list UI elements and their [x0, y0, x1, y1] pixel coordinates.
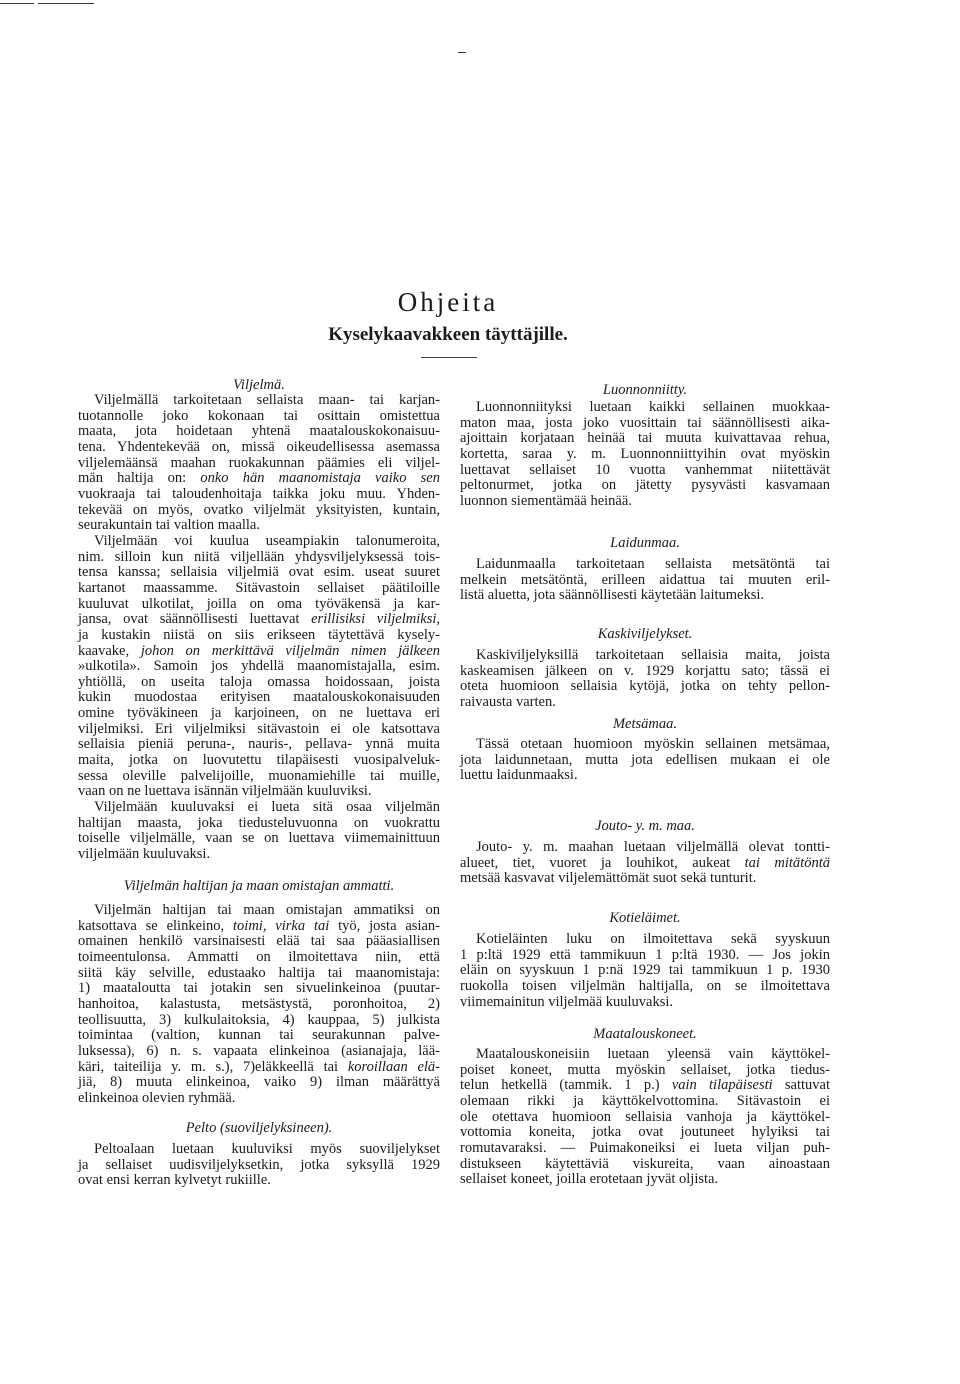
paragraph — [460, 932, 830, 1010]
paragraph — [460, 400, 830, 510]
text-line: sellaiset koneet, joilla erotetaan jyvät oljista. — [460, 1171, 719, 1188]
text-line: 1) maataloutta tai jotakin sen sivuelinkeinoa (puutar- — [78, 980, 440, 997]
page-subtitle: Kyselykaavakkeen täyttäjille. — [328, 324, 568, 345]
text-line: ja kustakin niistä on siis erikseen täytettävä kysely- — [78, 626, 440, 643]
text-line: distukseen käytettäviä viskureita, vaan ainoastaan — [460, 1155, 830, 1172]
text-line: maton maa, josta joko vuosittain tai säännöllisesti aika- — [460, 414, 830, 431]
text-line: tensa kanssa; sellaisia viljelmiä ovat esim. useat suuret — [78, 564, 440, 581]
text-line: poiset koneet, mutta myöskin sellaiset, jotka tiedus- — [460, 1061, 830, 1078]
scan-speck — [0, 3, 34, 4]
page-title: Ohjeita — [397, 287, 499, 317]
italic-text: koroillaan elä- — [347, 1058, 440, 1075]
text-line: tekevää on myös, ovatko viljelmät yksityisten, kuntain, — [78, 501, 440, 518]
text-line: haltijan maasta, joka tiedusteluvuonna on vuokrattu — [78, 814, 440, 831]
text-line: Viljelmään voi kuulua useampiakin talonumeroita, — [94, 532, 440, 549]
paragraph — [78, 1142, 440, 1189]
text-line: ruokolla toisen viljelmän haltijalla, on se ilmoitettava — [460, 977, 830, 994]
paragraph — [460, 737, 830, 784]
section-body — [78, 1142, 440, 1189]
section-ammatti — [78, 878, 440, 1107]
section-heading: Pelto (suoviljelyksineen). — [185, 1120, 333, 1136]
text-line: kortetta, saraa y. m. Luonnonniittyihin ovat myöskin — [460, 445, 830, 462]
section-kotielaimet — [460, 910, 830, 1010]
section-viljelma — [78, 377, 440, 863]
text-line: peltonurmet, jotka on jätetty pysyvästi kasvamaan — [460, 477, 830, 494]
text-line: jansa, ovat säännöllisesti luettavat erillisiksi viljelmiksi, — [78, 611, 440, 628]
text-line: Jouto- y. m. maahan luetaan viljelmällä olevat tontti- — [476, 839, 830, 855]
text-line: viljelmään kuuluvaksi. — [78, 846, 211, 863]
section-body — [460, 557, 830, 604]
text-line: vottomia koneita, jotka ovat joutuneet hylyiksi tai — [460, 1124, 830, 1141]
italic-text: tai mitätöntä — [744, 854, 830, 871]
text-line: listä aluetta, jota säännöllisesti käytetään laitumeksi. — [460, 587, 765, 604]
section-body — [460, 400, 830, 510]
text-line: Tässä otetaan huomioon myöskin sellainen metsämaa, — [476, 736, 830, 752]
text-line: toiselle viljelmälle, vaan se on luettava viimemainittuun — [78, 830, 440, 847]
text-line: vaan on ne luettava isännän viljelmään kuuluviksi. — [78, 783, 372, 800]
text-line: melkein metsätöntä, erilleen aidattua tai muuten eril- — [460, 571, 830, 588]
paragraph — [78, 800, 440, 863]
paragraph — [78, 903, 440, 1107]
section-heading: Kotieläimet. — [609, 910, 681, 926]
text-line: vuokraaja tai taloudenhoitaja taikka joku muu. Yhden- — [78, 485, 440, 502]
text-line: Viljelmän haltijan tai maan omistajan ammatiksi on — [94, 902, 440, 918]
text-line: ovat ensi kerran kylvetyt rukiille. — [78, 1172, 271, 1189]
text-line: hanhoitoa, kalastusta, metsästystä, poronhoitoa, 2) — [78, 995, 440, 1012]
italic-text: vain tilapäisesti — [671, 1077, 773, 1094]
text-line: tuotannolle joko kokonaan tai osittain omistettua — [78, 407, 440, 424]
paragraph — [460, 648, 830, 711]
section-heading: Kaskiviljelykset. — [597, 626, 693, 642]
section-body — [78, 393, 440, 863]
text-line: luksessa), 6) n. s. vapaata elinkeinoa (asianajaja, lää- — [78, 1042, 440, 1059]
text-line: Viljelmällä tarkoitetaan sellaista maan- tai karjan- — [94, 392, 440, 408]
section-laidunmaa — [460, 535, 830, 604]
scan-speck — [458, 52, 466, 53]
section-heading: Jouto- y. m. maa. — [595, 818, 695, 834]
text-line: ole otettava huomioon sellaisia vanhoja ja käyttökel- — [460, 1108, 830, 1125]
section-body — [460, 1047, 830, 1188]
text-line: metsää kasvavat viljelemättömät suot sekä tunturit. — [460, 870, 757, 887]
italic-text: toimi, virka tai — [233, 917, 330, 934]
paragraph — [78, 393, 440, 534]
text-line: oteta huomioon sellaisia kytöjä, jotka on tehty pellon- — [460, 678, 830, 695]
text-line: luettu laidunmaaksi. — [460, 767, 578, 784]
text-line: siitä käy selville, edustaako haltija tai maanomistaja: — [78, 964, 440, 981]
text-line: romutavaraksi. — Puimakoneiksi ei lueta viljan puh- — [460, 1139, 830, 1156]
text-line: teollisuutta, 3) kulkulaitoksia, 4) kauppaa, 5) julkista — [78, 1011, 440, 1028]
text-line: sellaisia pieniä peruna-, nauris-, pellava- ynnä muita — [78, 736, 440, 753]
section-metsamaa — [460, 716, 830, 784]
section-maatalouskoneet — [460, 1026, 830, 1188]
text-line: ja sellaiset uudisviljelyksetkin, jotka syksyllä 1929 — [78, 1156, 440, 1173]
text-line: Luonnonniityksi luetaan kaikki sellainen muokkaa- — [476, 399, 830, 415]
text-line: alueet, tiet, vuoret ja louhikot, aukeat tai mitätöntä — [460, 854, 830, 871]
section-heading: Luonnonniitty. — [602, 382, 688, 398]
text-line: toimeentulonsa. Ammatti on ilmoitettava niin, että — [78, 948, 440, 965]
text-line: omine työväkineen ja karjoineen, on ne luettava eri — [78, 705, 440, 722]
text-line: raivausta varten. — [460, 693, 556, 710]
text-line: seurakuntain tai valtion maalla. — [78, 517, 260, 534]
text-line: käri, taiteilija y. m. s.), 7)eläkkeellä tai koroillaan elä- — [78, 1058, 440, 1075]
paragraph — [460, 557, 830, 604]
text-line: sessa oleville palvelijoille, muonamiehille tai muille, — [78, 767, 440, 784]
italic-text: erillisiksi viljelmiksi, — [311, 611, 440, 628]
text-line: kaavake, johon on merkittävä viljelmän nimen jälkeen — [78, 642, 441, 659]
section-body — [78, 903, 440, 1107]
paragraph — [78, 534, 440, 800]
text-line: Viljelmään kuuluvaksi ei lueta sitä osaa viljelmän — [94, 799, 440, 816]
text-line: luettavat sellaiset 10 vuotta vanhemmat niitettävät — [460, 461, 830, 478]
text-line: katsottava se elinkeino, toimi, virka tai työ, josta asian- — [78, 917, 440, 934]
text-line: eläin on syyskuun 1 p:nä 1929 tai tammikuun 1 p. 1930 — [460, 962, 830, 979]
text-line: luonnon siementämää heinää. — [460, 492, 632, 509]
text-line: »ulkotila». Samoin jos yhdellä maanomistajalla, esim. — [78, 658, 440, 675]
text-line: kartanot maassamme. Sitävastoin sellaiset päätiloille — [78, 579, 440, 596]
section-body — [460, 932, 830, 1010]
italic-text: onko hän maanomistaja vaiko sen — [200, 470, 440, 487]
text-line: elinkeinoa olevien ryhmää. — [78, 1089, 236, 1106]
text-line: maata, jota hoidetaan yhtenä maatalouskokonaisuu- — [78, 423, 440, 440]
text-line: nim. silloin kun niitä viljellään yhdysviljelyksessä tois- — [78, 548, 440, 565]
section-heading: Laidunmaa. — [610, 535, 680, 551]
text-line: viimemainitun viljelmää kuuluvaksi. — [460, 993, 674, 1010]
text-line: kuuluvat ulkotilat, joilla on oma työväkensä ja kar- — [78, 595, 440, 612]
text-line: kukin muodostaa erityisen maatalouskokonaisuuden — [78, 689, 440, 706]
text-line: Kotieläinten luku on ilmoitettava sekä syyskuun — [476, 931, 830, 947]
text-line: maita, jotka on luovutettu tilapäisesti vuosipalveluk- — [78, 752, 440, 769]
text-line: olemaan rikki ja käyttökelvottomina. Sitävastoin ei — [460, 1092, 830, 1109]
text-line: Laidunmaalla tarkoitetaan sellaista metsätöntä tai — [476, 556, 830, 572]
text-line: Maatalouskoneisiin luetaan yleensä vain käyttökel- — [476, 1046, 830, 1062]
title-divider — [421, 357, 477, 358]
text-line: Kaskiviljelyksillä tarkoitetaan sellaisia maita, joista — [476, 647, 830, 663]
text-line: viljelmiksi. Eri viljelmiksi sitävastoin ei ole katsottava — [78, 720, 440, 737]
text-line: omainen henkilö varsinaisesti elää tai saa pääasiallisen — [78, 933, 440, 950]
paragraph — [460, 840, 830, 887]
scan-speck — [38, 3, 94, 4]
text-line: 1 p:ltä 1929 että tammikuun 1 p:ltä 1930. — Jos jokin — [460, 946, 830, 963]
section-heading: Viljelmä. — [233, 377, 285, 393]
section-luonnonniitty — [460, 382, 830, 510]
section-body — [460, 648, 830, 711]
section-pelto — [78, 1120, 440, 1189]
section-body — [460, 737, 830, 784]
text-line: kaskeamisen jälkeen on v. 1929 korjattu sato; tässä ei — [460, 662, 830, 679]
text-line: Peltoalaan luetaan kuuluviksi myös suoviljelykset — [94, 1141, 440, 1157]
text-line: män haltija on: onko hän maanomistaja vaiko sen — [78, 470, 440, 487]
section-body — [460, 840, 830, 887]
text-line: jiä, 8) muuta elinkeinoa, vaiko 9) ilman määrättyä — [78, 1074, 440, 1091]
text-line: yhtiöllä, on useita taloja omassa hoidossaan, joista — [78, 673, 440, 690]
text-line: ajoittain korjataan heinää tai muuta kuivattavaa rehua, — [460, 430, 830, 447]
section-joutomaa — [460, 818, 830, 887]
section-heading: Metsämaa. — [612, 716, 678, 732]
section-heading: Viljelmän haltijan ja maan omistajan ammatti. — [123, 878, 395, 894]
italic-text: johon on merkittävä viljelmän nimen jälkeen — [140, 642, 441, 659]
text-line: toimintaa (valtion, kunnan tai seurakunnan palve- — [78, 1027, 440, 1044]
section-heading: Maatalouskoneet. — [593, 1026, 697, 1042]
section-kaskiviljelykset — [460, 626, 830, 711]
text-line: telun hetkellä (tammik. 1 p.) vain tilapäisesti sattuvat — [460, 1077, 831, 1094]
text-line: tena. Yhdentekevää on, missä oikeudellisessa asemassa — [78, 438, 440, 455]
text-line: viljelemäänsä maahan ruokakunnan päämies eli viljel- — [78, 454, 440, 471]
paragraph — [460, 1047, 830, 1188]
text-line: jota laidunnetaan, mutta jota edellisen mukaan ei ole — [460, 751, 830, 768]
